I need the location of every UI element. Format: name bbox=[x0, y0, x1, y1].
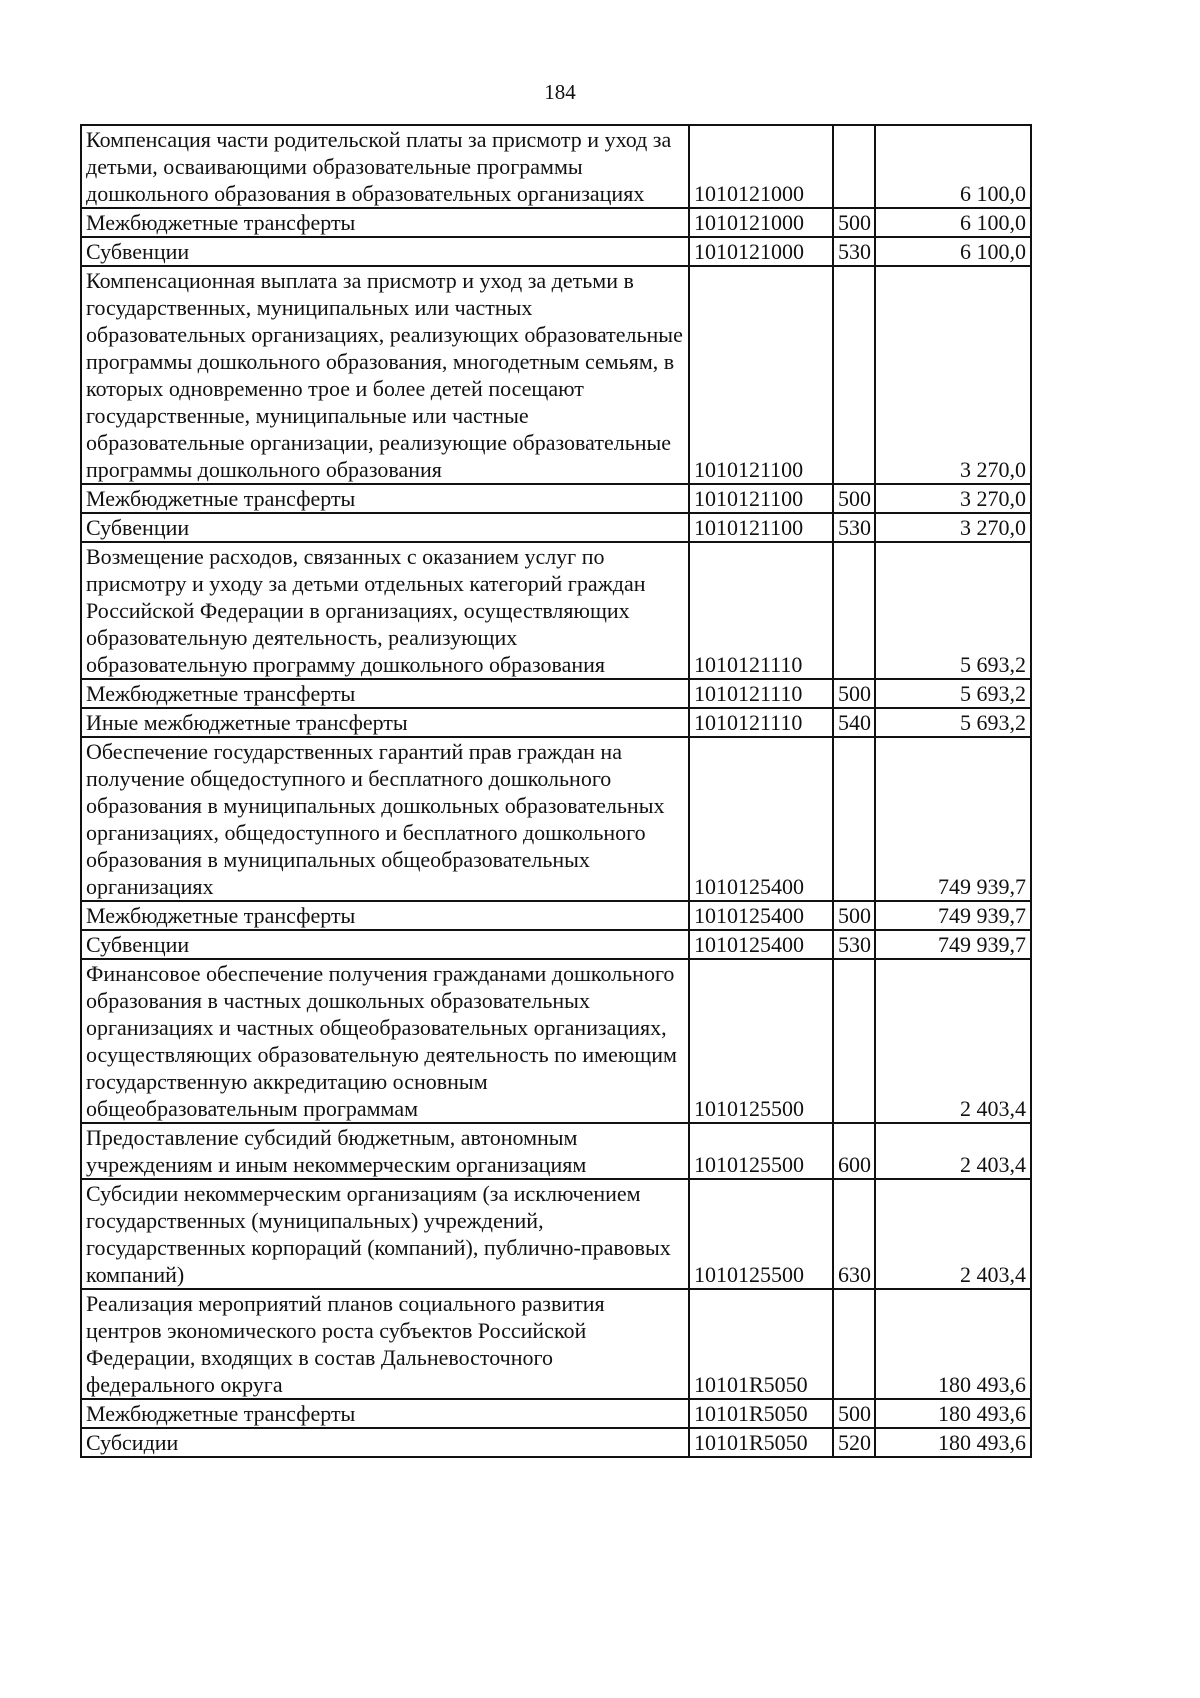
row-expense-type: 500 bbox=[833, 484, 875, 513]
row-name: Предоставление субсидий бюджетным, автономным учреждениям и иным некоммерческим организациям bbox=[81, 1123, 689, 1179]
row-name: Реализация мероприятий планов социального развития центров экономического роста субъектов Российской Федерации, входящих в состав Дальневосточного федерального округа bbox=[81, 1289, 689, 1399]
table-row bbox=[81, 484, 1031, 513]
table-row bbox=[81, 513, 1031, 542]
table-row bbox=[81, 1179, 1031, 1289]
table-row bbox=[81, 930, 1031, 959]
row-amount: 749 939,7 bbox=[875, 737, 1031, 901]
row-name: Субвенции bbox=[81, 930, 689, 959]
row-target-code: 1010121110 bbox=[689, 679, 833, 708]
table-row bbox=[81, 266, 1031, 484]
row-target-code: 10101R5050 bbox=[689, 1428, 833, 1457]
row-target-code: 10101R5050 bbox=[689, 1399, 833, 1428]
row-name: Обеспечение государственных гарантий прав граждан на получение общедоступного и бесплатного дошкольного образования в муниципальных дошкольных образовательных организациях, общедоступного и бесплатного дошкольного образования в муниципальных общеобразовательных организациях bbox=[81, 737, 689, 901]
row-amount: 180 493,6 bbox=[875, 1428, 1031, 1457]
table-row bbox=[81, 737, 1031, 901]
row-target-code: 1010125500 bbox=[689, 959, 833, 1123]
row-amount: 3 270,0 bbox=[875, 266, 1031, 484]
row-target-code: 1010121100 bbox=[689, 484, 833, 513]
row-target-code: 1010121110 bbox=[689, 708, 833, 737]
row-amount: 2 403,4 bbox=[875, 1123, 1031, 1179]
row-amount: 180 493,6 bbox=[875, 1289, 1031, 1399]
row-name: Межбюджетные трансферты bbox=[81, 208, 689, 237]
row-name: Компенсационная выплата за присмотр и уход за детьми в государственных, муниципальных или частных образовательных организациях, реализующих образовательные программы дошкольного образования, многодетным семьям, в которых одновременно трое и более детей посещают государственные, муниципальные или частные образовательные организации, реализующие образовательные программы дошкольного образования bbox=[81, 266, 689, 484]
row-expense-type bbox=[833, 959, 875, 1123]
row-expense-type: 500 bbox=[833, 901, 875, 930]
table-row bbox=[81, 959, 1031, 1123]
row-amount: 6 100,0 bbox=[875, 125, 1031, 208]
row-name: Субвенции bbox=[81, 237, 689, 266]
row-name: Субвенции bbox=[81, 513, 689, 542]
table-row bbox=[81, 1428, 1031, 1457]
row-name: Иные межбюджетные трансферты bbox=[81, 708, 689, 737]
row-expense-type: 530 bbox=[833, 237, 875, 266]
row-amount: 6 100,0 bbox=[875, 208, 1031, 237]
row-expense-type: 530 bbox=[833, 513, 875, 542]
row-target-code: 10101R5050 bbox=[689, 1289, 833, 1399]
row-amount: 2 403,4 bbox=[875, 1179, 1031, 1289]
row-expense-type: 530 bbox=[833, 930, 875, 959]
row-expense-type bbox=[833, 1289, 875, 1399]
row-amount: 5 693,2 bbox=[875, 542, 1031, 679]
row-expense-type: 500 bbox=[833, 1399, 875, 1428]
row-name: Межбюджетные трансферты bbox=[81, 484, 689, 513]
row-expense-type: 520 bbox=[833, 1428, 875, 1457]
row-expense-type: 500 bbox=[833, 208, 875, 237]
row-expense-type bbox=[833, 737, 875, 901]
row-expense-type: 630 bbox=[833, 1179, 875, 1289]
row-target-code: 1010125500 bbox=[689, 1123, 833, 1179]
row-name: Возмещение расходов, связанных с оказанием услуг по присмотру и уходу за детьми отдельных категорий граждан Российской Федерации в организациях, осуществляющих образовательную деятельность, реализующих образовательную программу дошкольного образования bbox=[81, 542, 689, 679]
row-target-code: 1010125400 bbox=[689, 901, 833, 930]
row-amount: 749 939,7 bbox=[875, 901, 1031, 930]
table-row bbox=[81, 708, 1031, 737]
row-target-code: 1010121110 bbox=[689, 542, 833, 679]
row-name: Субсидии некоммерческим организациям (за исключением государственных (муниципальных) учреждений, государственных корпораций (компаний), публично-правовых компаний) bbox=[81, 1179, 689, 1289]
table-row bbox=[81, 1399, 1031, 1428]
row-amount: 3 270,0 bbox=[875, 513, 1031, 542]
row-amount: 5 693,2 bbox=[875, 708, 1031, 737]
table-row bbox=[81, 901, 1031, 930]
budget-table bbox=[80, 124, 1032, 1458]
row-name: Межбюджетные трансферты bbox=[81, 679, 689, 708]
row-expense-type: 540 bbox=[833, 708, 875, 737]
table-row bbox=[81, 125, 1031, 208]
row-amount: 2 403,4 bbox=[875, 959, 1031, 1123]
row-target-code: 1010121000 bbox=[689, 125, 833, 208]
row-amount: 6 100,0 bbox=[875, 237, 1031, 266]
table-row bbox=[81, 208, 1031, 237]
row-amount: 3 270,0 bbox=[875, 484, 1031, 513]
row-target-code: 1010121100 bbox=[689, 266, 833, 484]
row-target-code: 1010125400 bbox=[689, 737, 833, 901]
row-name: Финансовое обеспечение получения гражданами дошкольного образования в частных дошкольных образовательных организациях и частных общеобразовательных организациях, осуществляющих образовательную деятельность по имеющим государственную аккредитацию основным общеобразовательным программам bbox=[81, 959, 689, 1123]
row-expense-type bbox=[833, 542, 875, 679]
page-number: 184 bbox=[544, 80, 576, 104]
row-expense-type: 600 bbox=[833, 1123, 875, 1179]
table-row bbox=[81, 1289, 1031, 1399]
row-name: Межбюджетные трансферты bbox=[81, 901, 689, 930]
row-target-code: 1010125500 bbox=[689, 1179, 833, 1289]
row-target-code: 1010125400 bbox=[689, 930, 833, 959]
row-expense-type: 500 bbox=[833, 679, 875, 708]
row-expense-type bbox=[833, 125, 875, 208]
row-target-code: 1010121000 bbox=[689, 208, 833, 237]
row-target-code: 1010121000 bbox=[689, 237, 833, 266]
row-name: Компенсация части родительской платы за присмотр и уход за детьми, осваивающими образовательные программы дошкольного образования в образовательных организациях bbox=[81, 125, 689, 208]
table-row bbox=[81, 1123, 1031, 1179]
row-target-code: 1010121100 bbox=[689, 513, 833, 542]
row-expense-type bbox=[833, 266, 875, 484]
row-name: Субсидии bbox=[81, 1428, 689, 1457]
row-name: Межбюджетные трансферты bbox=[81, 1399, 689, 1428]
table-row bbox=[81, 237, 1031, 266]
row-amount: 180 493,6 bbox=[875, 1399, 1031, 1428]
table-row bbox=[81, 679, 1031, 708]
row-amount: 749 939,7 bbox=[875, 930, 1031, 959]
table-row bbox=[81, 542, 1031, 679]
row-amount: 5 693,2 bbox=[875, 679, 1031, 708]
